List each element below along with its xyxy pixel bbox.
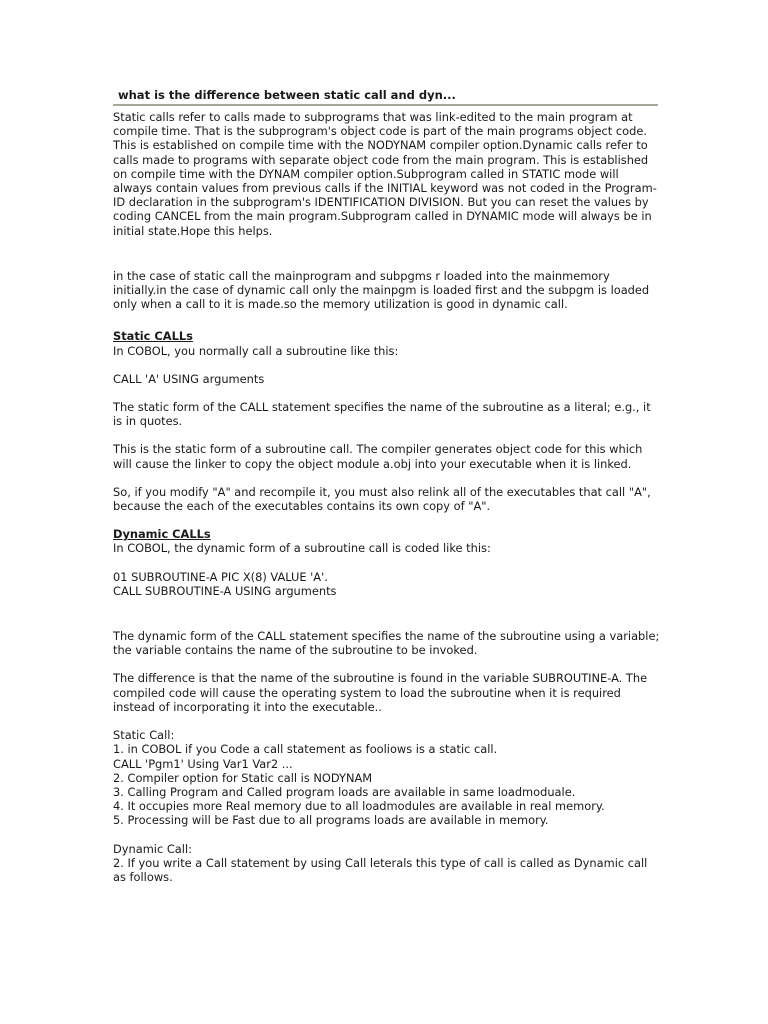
list-item: 3. Calling Program and Called program loads are available in same loadmoduale. (113, 784, 576, 799)
list-item: 1. in COBOL if you Code a call statement as fooliows is a static call. (113, 742, 498, 757)
text-line: ID declaration in the subprogram's IDENTIFICATION DIVISION. But you can reset the values by (113, 195, 649, 210)
text-line: will cause the linker to copy the object module a.obj into your executable when it is linked. (113, 456, 632, 471)
static-paragraph-3 (113, 485, 658, 513)
dynamic-code-sample (113, 570, 658, 598)
static-paragraph-2 (113, 442, 658, 470)
text-line: initially.in the case of dynamic call only the mainpgm is loaded first and the subpgm is loaded (113, 283, 650, 298)
title-divider (113, 104, 658, 106)
text-line: This is the static form of a subroutine call. The compiler generates object code for this which (113, 442, 643, 457)
list-item: 4. It occupies more Real memory due to all loadmodules are available in real memory. (113, 799, 605, 814)
text-line: because the each of the executables contains its own copy of "A". (113, 499, 491, 514)
code-line: CALL SUBROUTINE-A USING arguments (113, 583, 337, 598)
answer-1-paragraph (113, 110, 658, 238)
document-page (113, 88, 658, 884)
static-intro (113, 344, 658, 358)
list-label: Static Call: (113, 728, 175, 743)
static-code-sample (113, 372, 658, 386)
list-item: CALL 'Pgm1' Using Var1 Var2 ... (113, 756, 293, 771)
dynamic-intro (113, 541, 658, 555)
text-line: calls made to programs with separate object code from the main program. This is established (113, 152, 649, 167)
list-item: 2. If you write a Call statement by using Call leterals this type of call is called as Dynamic call (113, 855, 648, 870)
answer-2-paragraph (113, 269, 658, 312)
text-line: the variable contains the name of the subroutine to be invoked. (113, 643, 478, 658)
dynamic-paragraph-1 (113, 629, 658, 657)
dynamic-calls-heading: Dynamic CALLs (113, 527, 211, 542)
text-line: compile time. That is the subprogram's object code is part of the main programs object code. (113, 124, 647, 139)
code-line: CALL 'A' USING arguments (113, 371, 265, 386)
text-line: instead of incorporating it into the executable.. (113, 699, 382, 714)
text-line: in the case of static call the mainprogram and subpgms r loaded into the mainmemory (113, 268, 610, 283)
text-line: always contain values from previous calls if the INITIAL keyword was not coded in the Program- (113, 181, 657, 196)
static-calls-heading: Static CALLs (113, 329, 193, 344)
text-line: The difference is that the name of the subroutine is found in the variable SUBROUTINE-A. The (113, 671, 648, 686)
text-line: The static form of the CALL statement specifies the name of the subroutine as a literal; e.g., it (113, 400, 651, 415)
text-line: Static calls refer to calls made to subprograms that was link-edited to the main program at (113, 110, 633, 124)
text-line: coding CANCEL from the main program.Subprogram called in DYNAMIC mode will always be in (113, 209, 652, 224)
text-line: only when a call to it is made.so the memory utilization is good in dynamic call. (113, 297, 568, 312)
text-line: This is established on compile time with the NODYNAM compiler option.Dynamic calls refer to (113, 138, 648, 153)
list-item: as follows. (113, 869, 173, 884)
text-line: So, if you modify "A" and recompile it, you must also relink all of the executables that call "A", (113, 484, 651, 499)
page-title: what is the difference between static call and dyn... (118, 88, 456, 102)
list-item: 2. Compiler option for Static call is NODYNAM (113, 770, 373, 785)
static-paragraph-1 (113, 400, 658, 428)
code-line: 01 SUBROUTINE-A PIC X(8) VALUE 'A'. (113, 569, 328, 584)
text-line: In COBOL, the dynamic form of a subroutine call is coded like this: (113, 541, 491, 556)
text-line: In COBOL, you normally call a subroutine like this: (113, 343, 399, 358)
text-line: compiled code will cause the operating system to load the subroutine when it is required (113, 685, 621, 700)
list-label: Dynamic Call: (113, 841, 192, 856)
text-line: on compile time with the DYNAM compiler option.Subprogram called in STATIC mode will (113, 166, 619, 181)
dynamic-call-list (113, 842, 658, 885)
list-item: 5. Processing will be Fast due to all programs loads are available in memory. (113, 813, 549, 828)
static-call-list (113, 728, 658, 827)
dynamic-paragraph-2 (113, 671, 658, 714)
text-line: The dynamic form of the CALL statement specifies the name of the subroutine using a variable; (113, 629, 660, 644)
text-line: is in quotes. (113, 414, 183, 429)
text-line: initial state.Hope this helps. (113, 223, 273, 238)
